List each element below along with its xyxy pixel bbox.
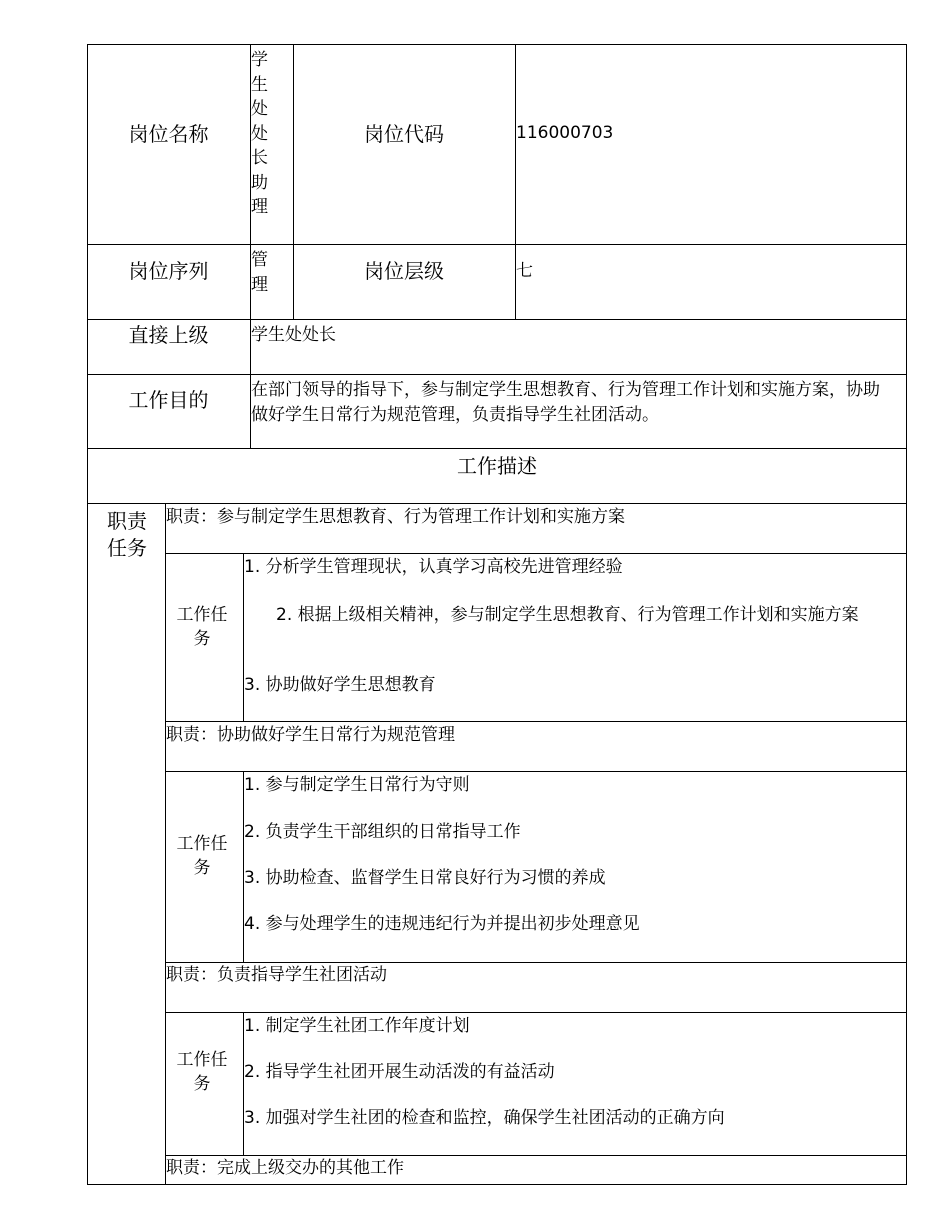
task-item: 3. 加强对学生社团的检查和监控，确保学生社团活动的正确方向 (244, 1108, 725, 1128)
post-code-label: 岗位代码 (364, 122, 444, 146)
supervisor-label: 直接上级 (128, 323, 209, 347)
task-item: 3. 协助检查、监督学生日常良好行为习惯的养成 (244, 868, 606, 888)
post-series-label: 岗位序列 (128, 259, 209, 283)
task-item: 2. 根据上级相关精神，参与制定学生思想教育、行为管理工作计划和实施方案 (276, 605, 859, 625)
post-name-value: 学生处处长助理 (251, 50, 268, 217)
purpose-value: 在部门领导的指导下，参与制定学生思想教育、行为管理工作计划和实施方案，协助做好学生日常行为规范管理，负责指导学生社团活动。 (251, 380, 880, 425)
duty-title: 职责：协助做好学生日常行为规范管理 (166, 725, 455, 745)
post-name-label: 岗位名称 (128, 122, 209, 146)
duty-title: 职责：完成上级交办的其他工作 (166, 1158, 404, 1178)
post-code-value: 116000703 (516, 123, 614, 143)
row-divider (87, 244, 907, 245)
purpose-label: 工作目的 (128, 388, 209, 412)
task-item: 2. 负责学生干部组织的日常指导工作 (244, 822, 521, 842)
task-item: 3. 协助做好学生思想教育 (244, 675, 436, 695)
row-divider (165, 721, 907, 722)
row-divider (165, 962, 907, 963)
task-item: 1. 参与制定学生日常行为守则 (244, 775, 470, 795)
task-item: 2. 指导学生社团开展生动活泼的有益活动 (244, 1062, 555, 1082)
post-series-value: 管理 (251, 250, 268, 295)
task-item: 4. 参与处理学生的违规违纪行为并提出初步处理意见 (244, 914, 640, 934)
duty-title: 职责：负责指导学生社团活动 (166, 965, 387, 985)
supervisor-value: 学生处处长 (251, 325, 336, 345)
tasks-label: 工作任务 (176, 834, 228, 878)
tasks-label: 工作任务 (176, 605, 228, 649)
task-item: 1. 分析学生管理现状，认真学习高校先进管理经验 (244, 557, 623, 577)
row-divider (165, 1012, 907, 1013)
row-divider (87, 374, 907, 375)
col-divider (243, 553, 244, 721)
description-title: 工作描述 (457, 454, 537, 478)
row-divider (87, 503, 907, 504)
row-divider (165, 553, 907, 554)
col-divider (165, 503, 166, 1185)
row-divider (165, 1155, 907, 1156)
row-divider (87, 319, 907, 320)
post-level-value: 七 (516, 261, 533, 281)
tasks-label: 工作任务 (176, 1050, 228, 1094)
duty-title: 职责：参与制定学生思想教育、行为管理工作计划和实施方案 (166, 507, 625, 527)
row-divider (87, 448, 907, 449)
row-divider (165, 771, 907, 772)
task-item: 1. 制定学生社团工作年度计划 (244, 1016, 470, 1036)
post-level-label: 岗位层级 (364, 259, 444, 283)
duties-label: 职责任务 (107, 509, 147, 560)
